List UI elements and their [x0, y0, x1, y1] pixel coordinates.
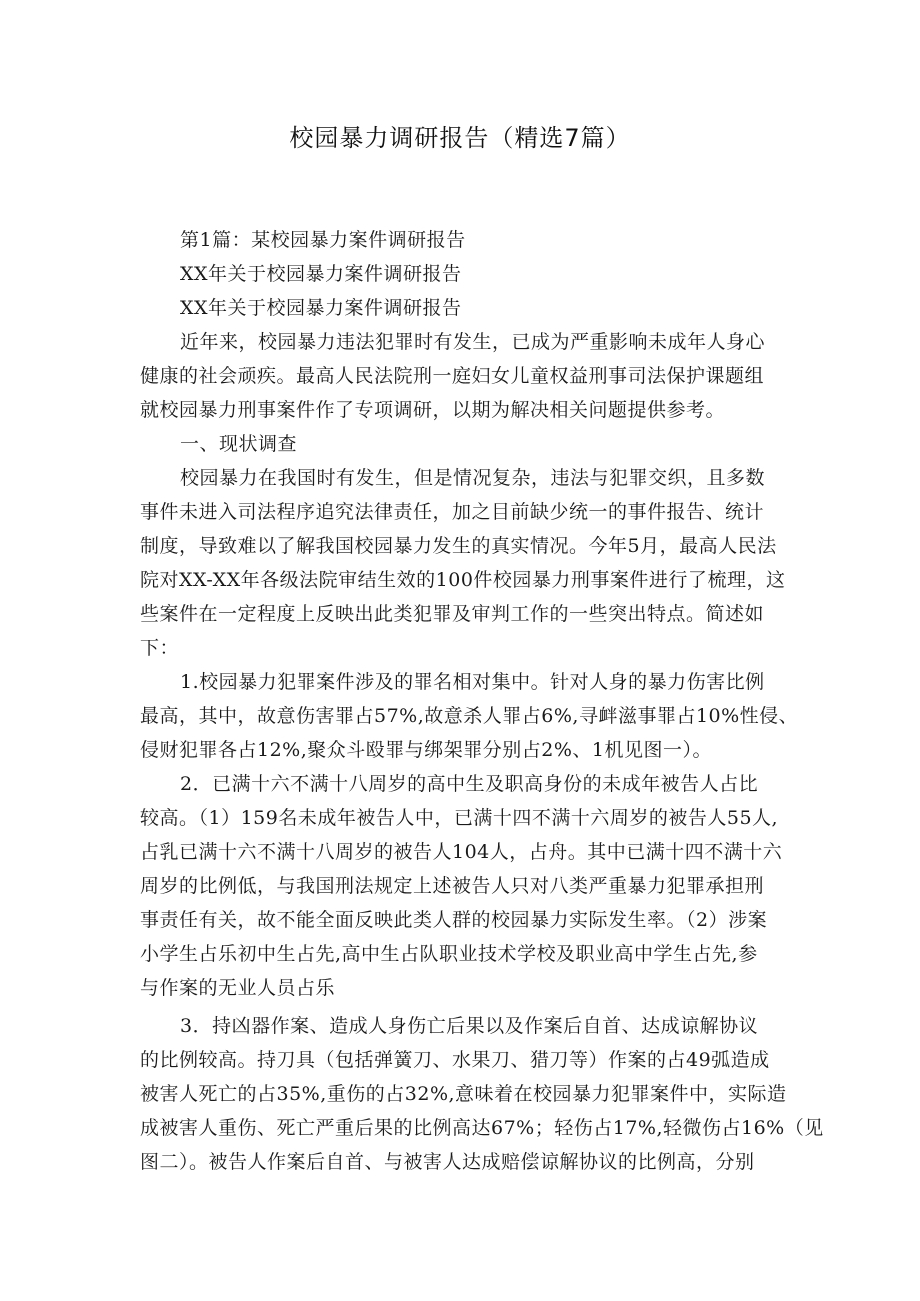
text-line: 被害人死亡的占35%,重伤的占32%,意味着在校园暴力犯罪案件中，实际造 [140, 1083, 787, 1105]
text-line: 下： [140, 637, 180, 659]
text-line: 侵财犯罪各占12%,聚众斗殴罪与绑架罪分别占2%、1机见图一）。 [140, 739, 713, 761]
document-title: 校园暴力调研报告（精选7篇） [289, 124, 631, 152]
text-line: 事责任有关，故不能全面反映此类人群的校园暴力实际发生率。（2）涉案 [140, 909, 768, 931]
text-line: 成被害人重伤、死亡严重后果的比例高达67%；轻伤占17%,轻微伤占16%（见 [140, 1117, 824, 1139]
text-line: 占乳已满十六不满十八周岁的被告人104人，占舟。其中已满十四不满十六 [140, 841, 783, 863]
text-line: 一、现状调查 [180, 433, 298, 455]
text-line: 最高，其中，故意伤害罪占57%,故意杀人罪占6%,寻衅滋事罪占10%性侵、 [140, 705, 799, 727]
text-line: 较高。（1）159名未成年被告人中，已满十四不满十六周岁的被告人55人, [140, 807, 779, 829]
text-line: 3．持凶器作案、造成人身伤亡后果以及作案后自首、达成谅解协议 [180, 1015, 759, 1037]
text-line: 的比例较高。持刀具（包括弹簧刀、水果刀、猎刀等）作案的占49弧造成 [140, 1049, 770, 1071]
text-line: 周岁的比例低，与我国刑法规定上述被告人只对八类严重暴力犯罪承担刑 [140, 875, 765, 897]
text-line: XX年关于校园暴力案件调研报告 [180, 297, 462, 319]
text-line: 些案件在一定程度上反映出此类犯罪及审判工作的一些突出特点。简述如 [140, 603, 765, 625]
text-line: 与作案的无业人员占乐 [140, 977, 336, 999]
text-line: 1.校园暴力犯罪案件涉及的罪名相对集中。针对人身的暴力伤害比例 [180, 671, 765, 693]
document-body [140, 223, 824, 1179]
text-line: XX年关于校园暴力案件调研报告 [180, 263, 462, 285]
text-line: 小学生占乐初中生占先,高中生占队职业技术学校及职业高中学生占先,参 [140, 943, 758, 965]
text-line: 近年来，校园暴力违法犯罪时有发生，已成为严重影响未成年人身心 [180, 331, 766, 353]
text-line: 就校园暴力刑事案件作了专项调研，以期为解决相关问题提供参考。 [140, 399, 726, 421]
text-line: 制度，导致难以了解我国校园暴力发生的真实情况。今年5月，最高人民法 [140, 535, 777, 557]
text-line: 图二）。被告人作案后自首、与被害人达成赔偿谅解协议的比例高，分别 [140, 1151, 755, 1173]
text-line: 校园暴力在我国时有发生，但是情况复杂，违法与犯罪交织，且多数 [180, 467, 766, 489]
text-line: 院对XX-XX年各级法院审结生效的100件校园暴力刑事案件进行了梳理，这 [140, 569, 786, 591]
text-line: 第1篇：某校园暴力案件调研报告 [180, 229, 466, 251]
text-line: 2．已满十六不满十八周岁的高中生及职高身份的未成年被告人占比 [180, 773, 759, 795]
text-line: 健康的社会顽疾。最高人民法院刑一庭妇女儿童权益刑事司法保护课题组 [140, 365, 765, 387]
text-line: 事件未进入司法程序追究法律责任，加之目前缺少统一的事件报告、统计 [140, 501, 765, 523]
